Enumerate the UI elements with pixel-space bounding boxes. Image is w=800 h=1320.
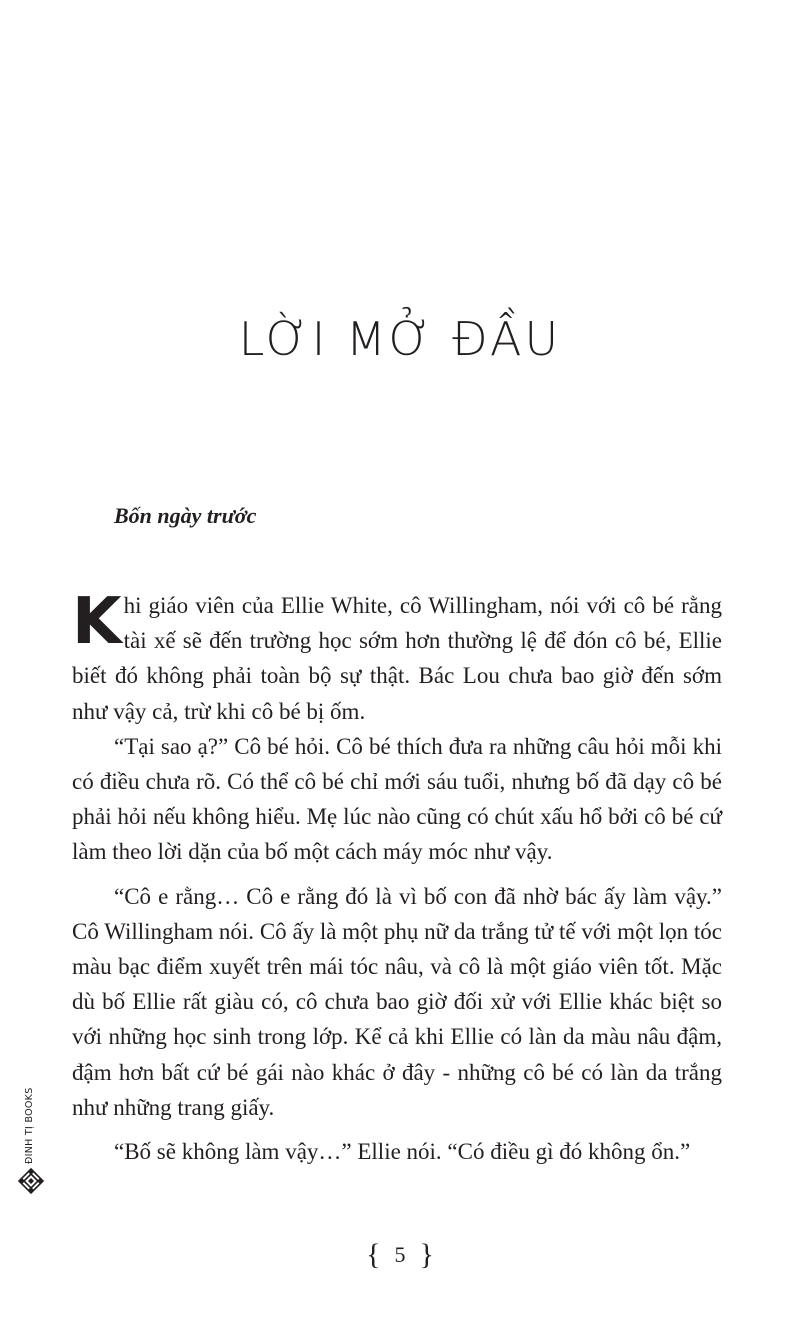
- drop-cap: K: [72, 585, 120, 659]
- publisher-mark: [17, 1078, 45, 1198]
- dinh-ti-diamond-logo-icon: [18, 1168, 44, 1194]
- body-text: [72, 585, 722, 1169]
- paragraph-4: “Bố sẽ không làm vậy…” Ellie nói. “Có điều gì đó không ổn.”: [114, 1139, 691, 1165]
- page-folio: [0, 1238, 800, 1272]
- paragraph-1: [72, 585, 722, 729]
- paragraph-2: “Tại sao ạ?” Cô bé hỏi. Cô bé thích đưa ra những câu hỏi mỗi khi có điều chưa rõ. Có thể cô bé chỉ mới sáu tuổi, nhưng bố đã dạy cô bé phải hỏi nếu không hiểu. Mẹ lúc nào cũng có chút xấu hổ bởi cô bé cứ làm theo lời dặn của bố một cách máy móc như vậy.: [72, 733, 722, 865]
- page-number: 5: [394, 1242, 406, 1267]
- paragraph-1-text: hi giáo viên của Ellie White, cô Willingham, nói với cô bé rằng tài xế sẽ đến trường học sớm hơn thường lệ để đón cô bé, Ellie biết đó không phải toàn bộ sự thật. Bác Lou chưa bao giờ đến sớm như vậy cả, trừ khi cô bé bị ốm.: [72, 593, 722, 724]
- paragraph-3: “Cô e rằng… Cô e rằng đó là vì bố con đã nhờ bác ấy làm vậy.” Cô Willingham nói. Cô ấy là một phụ nữ da trắng tử tế với một lọn tóc màu bạc điểm xuyết trên mái tóc nâu, và cô là một giáo viên tốt. Mặc dù bố Ellie rất giàu có, cô chưa bao giờ đối xử với Ellie khác biệt so với những học sinh trong lớp. Kể cả khi Ellie có làn da màu nâu đậm, đậm hơn bất cứ bé gái nào khác ở đây - những cô bé có làn da trắng như những trang giấy.: [72, 883, 722, 1120]
- chapter-title: LỜI MỞ ĐẦU: [238, 312, 562, 366]
- folio-brace-right: }: [419, 1238, 434, 1271]
- publisher-name: ĐINH TỊ BOOKS: [24, 1087, 35, 1164]
- folio-brace-left: {: [366, 1238, 381, 1271]
- chapter-subtitle: Bốn ngày trước: [114, 503, 257, 528]
